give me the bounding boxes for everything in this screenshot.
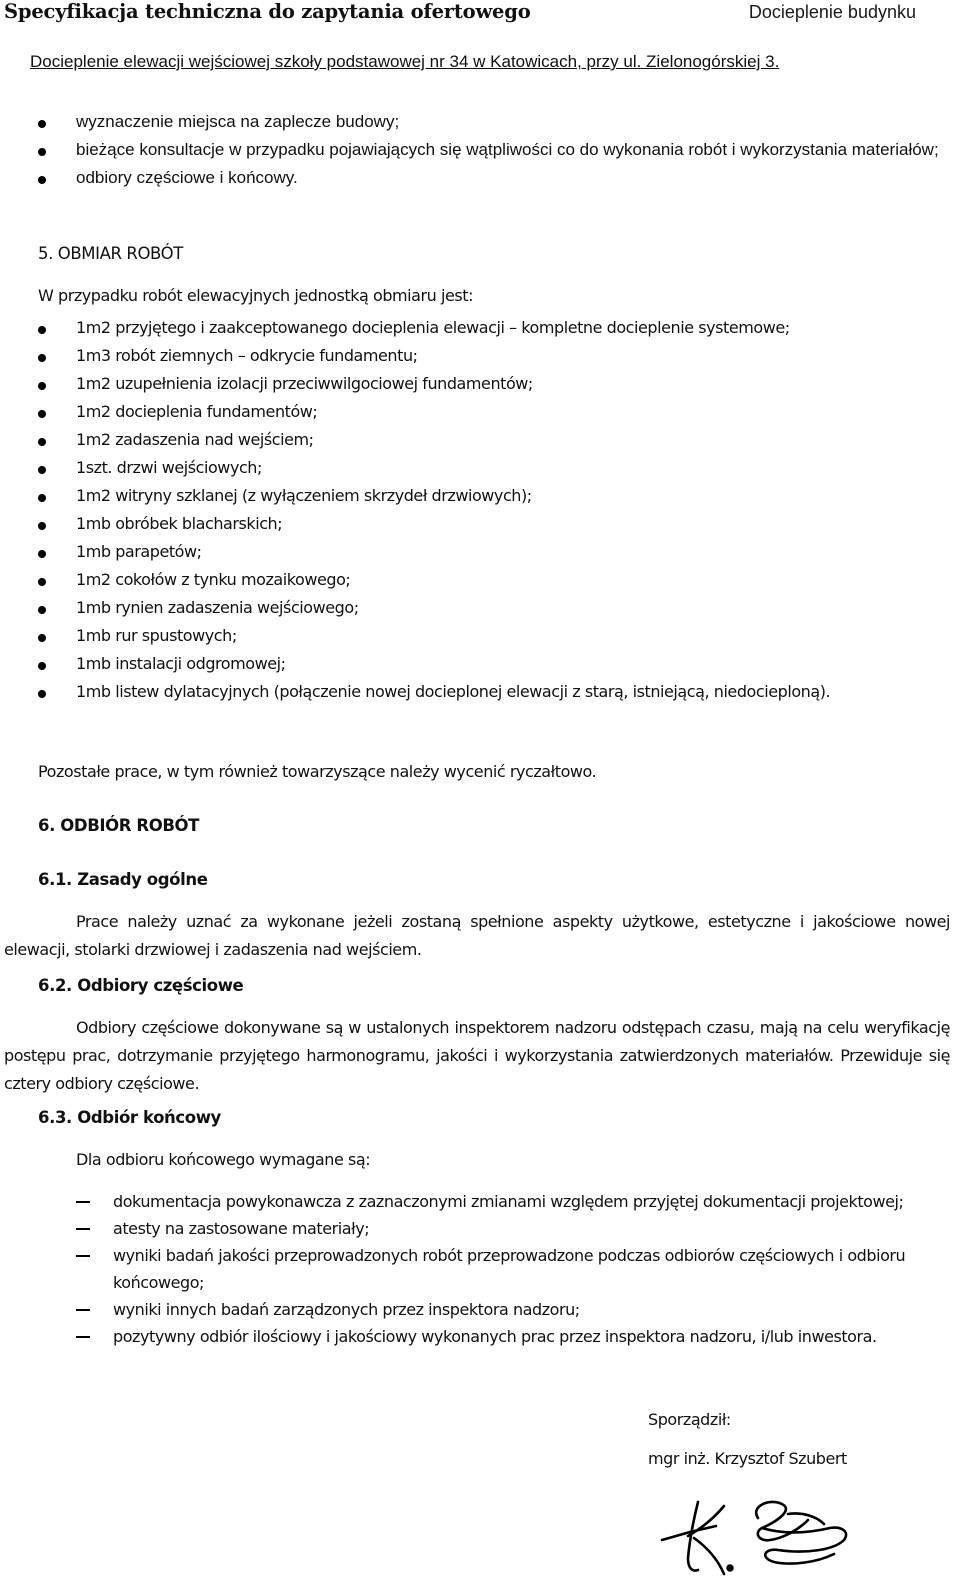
final-acceptance-list bbox=[76, 1188, 936, 1350]
list-item: pozytywny odbiór ilościowy i jakościowy wykonanych prac przez inspektora nadzoru, i/lub inwestora. bbox=[76, 1323, 936, 1350]
dash-icon bbox=[76, 1336, 90, 1338]
bullet-icon bbox=[38, 662, 46, 670]
section-6-1-text: Prace należy uznać za wykonane jeżeli zostaną spełnione aspekty użytkowe, estetyczne i jakościowe nowej elewacji, stolarki drzwiowej i zadaszenia nad wejściem. bbox=[4, 912, 950, 959]
bullet-icon bbox=[38, 634, 46, 642]
bullet-icon bbox=[38, 410, 46, 418]
section-5-note: Pozostałe prace, w tym również towarzyszące należy wycenić ryczałtowo. bbox=[38, 762, 597, 781]
section-5-intro: W przypadku robót elewacyjnych jednostką obmiaru jest: bbox=[38, 286, 474, 305]
list-item: atesty na zastosowane materiały; bbox=[76, 1215, 936, 1242]
bullet-icon bbox=[38, 382, 46, 390]
bullet-icon bbox=[38, 354, 46, 362]
list-item: 1m2 cokołów z tynku mozaikowego; bbox=[38, 566, 950, 594]
signature-stroke bbox=[756, 1502, 808, 1540]
signoff-name: mgr inż. Krzysztof Szubert bbox=[648, 1449, 847, 1468]
list-item: 1m2 zadaszenia nad wejściem; bbox=[38, 426, 950, 454]
signature-stroke bbox=[662, 1526, 716, 1540]
signature-stroke bbox=[694, 1538, 724, 1574]
bullet-icon bbox=[38, 466, 46, 474]
section-6-2-text: Odbiory częściowe dokonywane są w ustalonych inspektorem nadzoru odstępach czasu, mają na celu weryfikację postępu prac, dotrzymanie przyjętego harmonogramu, jakości i wykorzystania zatwierdzonych materiałów. Przewiduje się cztery odbiory częściowe. bbox=[4, 1018, 950, 1093]
bullet-icon bbox=[38, 120, 46, 128]
signature-dot bbox=[728, 1566, 733, 1571]
bullet-icon bbox=[38, 690, 46, 698]
list-item: 1mb rynien zadaszenia wejściowego; bbox=[38, 594, 950, 622]
signoff-label: Sporządził: bbox=[648, 1410, 731, 1429]
bullet-icon bbox=[38, 176, 46, 184]
section-5-heading: 5. OBMIAR ROBÓT bbox=[38, 244, 183, 263]
list-item: dokumentacja powykonawcza z zaznaczonymi zmianami względem przyjętej dokumentacji projektowej; bbox=[76, 1188, 936, 1215]
page-header bbox=[4, 0, 916, 30]
bullet-icon bbox=[38, 494, 46, 502]
list-item: 1mb obróbek blacharskich; bbox=[38, 510, 950, 538]
preparation-list bbox=[38, 108, 950, 192]
signature-stroke bbox=[762, 1528, 846, 1564]
section-6-3-heading: 6.3. Odbiór końcowy bbox=[38, 1108, 221, 1127]
dash-icon bbox=[76, 1201, 90, 1203]
dash-icon bbox=[76, 1255, 90, 1257]
section-6-3-intro: Dla odbioru końcowego wymagane są: bbox=[76, 1150, 371, 1169]
list-item: 1m2 docieplenia fundamentów; bbox=[38, 398, 950, 426]
handwritten-signature bbox=[658, 1488, 858, 1578]
dash-icon bbox=[76, 1309, 90, 1311]
list-item: wyniki innych badań zarządzonych przez inspektora nadzoru; bbox=[76, 1296, 936, 1323]
list-item: 1m2 przyjętego i zaakceptowanego docieplenia elewacji – kompletne docieplenie systemowe; bbox=[38, 314, 950, 342]
section-6-2-heading: 6.2. Odbiory częściowe bbox=[38, 976, 244, 995]
document-title: Specyfikacja techniczna do zapytania ofertowego bbox=[4, 0, 531, 23]
section-6-heading: 6. ODBIÓR ROBÓT bbox=[38, 816, 199, 835]
bullet-icon bbox=[38, 148, 46, 156]
bullet-icon bbox=[38, 578, 46, 586]
header-subtitle: Docieplenie elewacji wejściowej szkoły podstawowej nr 34 w Katowicach, przy ul. Zielonogórskiej 3. bbox=[30, 52, 780, 71]
list-item: wyznaczenie miejsca na zaplecze budowy; bbox=[38, 108, 950, 136]
list-item: 1mb parapetów; bbox=[38, 538, 950, 566]
list-item: 1szt. drzwi wejściowych; bbox=[38, 454, 950, 482]
list-item: 1m2 witryny szklanej (z wyłączeniem skrzydeł drzwiowych); bbox=[38, 482, 950, 510]
dash-icon bbox=[76, 1228, 90, 1230]
list-item: 1mb rur spustowych; bbox=[38, 622, 950, 650]
bullet-icon bbox=[38, 522, 46, 530]
list-item: wyniki badań jakości przeprowadzonych robót przeprowadzone podczas odbiorów częściowych i odbioru końcowego; bbox=[76, 1242, 936, 1296]
header-topic: Docieplenie budynku bbox=[748, 2, 916, 22]
list-item: 1mb listew dylatacyjnych (połączenie nowej docieplonej elewacji z starą, istniejącą, niedocieploną). bbox=[38, 678, 950, 706]
bullet-icon bbox=[38, 550, 46, 558]
bullet-icon bbox=[38, 606, 46, 614]
bullet-icon bbox=[38, 326, 46, 334]
bullet-icon bbox=[38, 438, 46, 446]
measurement-units-list bbox=[38, 314, 950, 706]
list-item: 1m2 uzupełnienia izolacji przeciwwilgociowej fundamentów; bbox=[38, 370, 950, 398]
list-item: 1m3 robót ziemnych – odkrycie fundamentu; bbox=[38, 342, 950, 370]
list-item: 1mb instalacji odgromowej; bbox=[38, 650, 950, 678]
list-item: odbiory częściowe i końcowy. bbox=[38, 164, 950, 192]
list-item: bieżące konsultacje w przypadku pojawiających się wątpliwości co do wykonania robót i wykorzystania materiałów; bbox=[38, 136, 950, 164]
section-6-1-heading: 6.1. Zasady ogólne bbox=[38, 870, 208, 889]
